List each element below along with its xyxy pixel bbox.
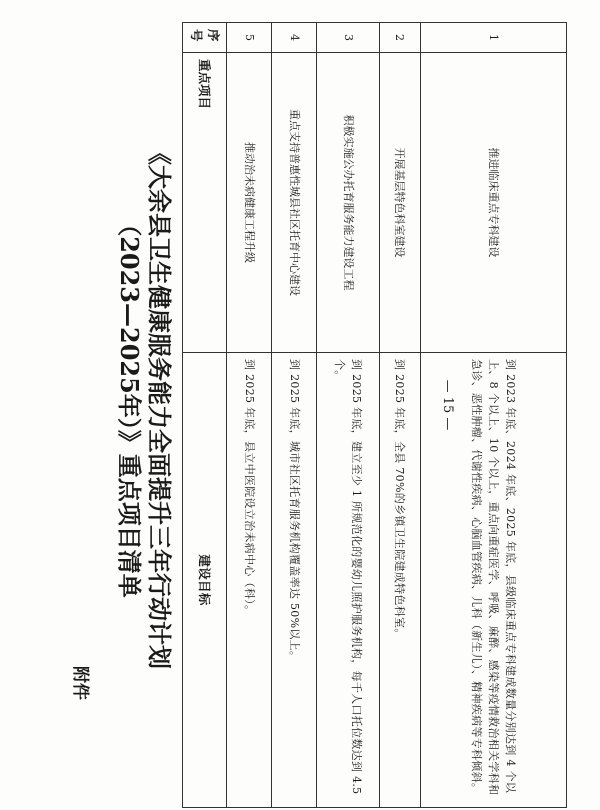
table-row <box>379 23 420 808</box>
document-title <box>114 0 174 810</box>
row-item: 推进临床重点专科建设 <box>420 53 566 353</box>
row-item: 重点支持普惠性城县社区托育中心建设 <box>272 53 317 353</box>
table-header-row <box>183 23 227 808</box>
title-line-1: 《大余县卫生健康服务能力全面提升三年行动计划 <box>145 141 174 669</box>
header-target: 建设目标 <box>183 353 227 808</box>
row-item: 积极实施公办托育服务能力建设工程 <box>317 53 379 353</box>
project-table <box>182 22 567 808</box>
table-row <box>317 23 379 808</box>
row-target: 到 2025 年底，建立至少 1 所规范化的婴幼儿照护服务机构，每千人口托位数达到 4.5 个。 <box>317 353 379 808</box>
header-number: 序号 <box>183 23 227 53</box>
row-target: 到 2025 年底，全县 70%的乡镇卫生院建成特色科室。 <box>379 353 420 808</box>
row-number: 5 <box>227 23 272 53</box>
row-number: 4 <box>272 23 317 53</box>
table-row <box>272 23 317 808</box>
header-item: 重点项目 <box>183 53 227 353</box>
row-number: 2 <box>379 23 420 53</box>
row-number: 1 <box>420 23 566 53</box>
row-number: 3 <box>317 23 379 53</box>
row-target: 到 2025 年底，县立中医院设立治未病中心（科）。 <box>227 353 272 808</box>
table-row <box>227 23 272 808</box>
row-target: 到 2025 年底，城市社区托育服务机构覆盖率达 50%以上。 <box>272 353 317 808</box>
row-item: 推动治未病健康工程升级 <box>227 53 272 353</box>
row-target: 到 2023 年底、2024 年底、2025 年底，县级临床重点专科建成数量分别达到 4 个以上、8 个以上、10 个以上，重点向重症医学、呼吸、麻醉、感染等疫情救治相关学科和急诊、恶性肿瘤、代谢性疾病、心脑血管疾病、儿科（新生儿）、精神疾病等专科倾斜。 <box>420 353 566 808</box>
page-number: — 15 — <box>440 379 455 431</box>
title-line-2: （2023—2025年）》重点项目清单 <box>115 212 144 598</box>
attachment-label: 附件 <box>70 666 90 700</box>
row-item: 开展基层特色科室建设 <box>379 53 420 353</box>
